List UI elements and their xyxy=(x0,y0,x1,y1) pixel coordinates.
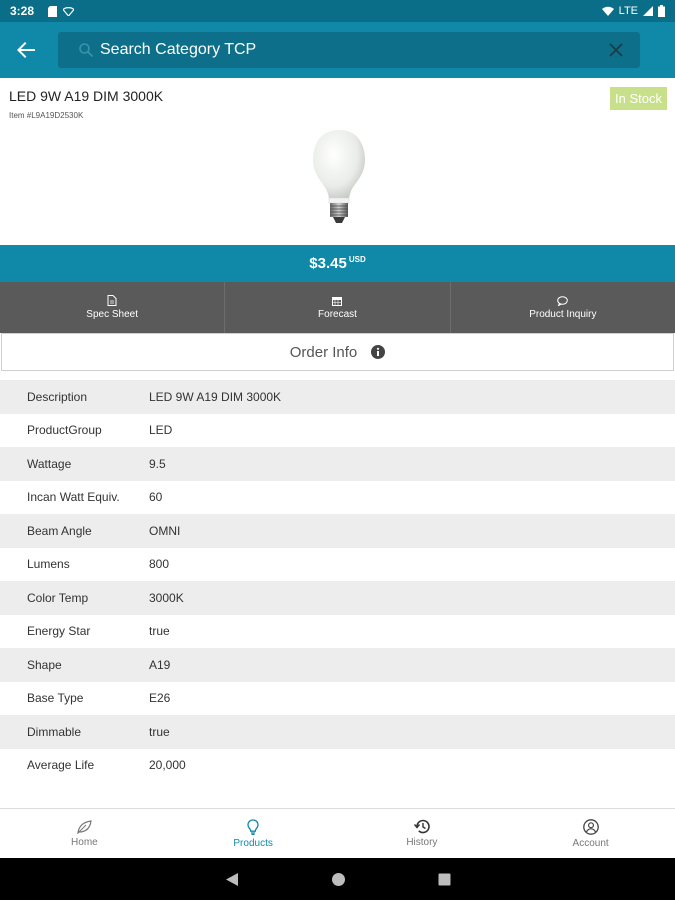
sd-card-icon xyxy=(48,6,57,17)
calendar-icon xyxy=(332,296,342,306)
spec-sheet-button[interactable] xyxy=(0,282,225,333)
light-bulb-image xyxy=(300,128,378,228)
product-title: LED 9W A19 DIM 3000K xyxy=(9,88,164,104)
info-icon xyxy=(371,345,385,359)
price-currency: USD xyxy=(348,255,366,264)
product-header xyxy=(0,78,675,245)
app-bar xyxy=(0,22,675,78)
network-type: LTE xyxy=(618,5,638,17)
nav-home[interactable] xyxy=(0,809,169,858)
spec-value: 60 xyxy=(149,490,163,505)
spec-value: 3000K xyxy=(149,590,184,605)
status-left xyxy=(10,4,74,18)
order-info-label: Order Info xyxy=(289,343,358,361)
forecast-button[interactable] xyxy=(225,282,450,333)
history-icon xyxy=(414,819,430,834)
spec-row-wattage xyxy=(0,447,675,481)
spec-row-beam-angle xyxy=(0,514,675,548)
nav-history[interactable] xyxy=(338,809,507,858)
spec-label: Beam Angle xyxy=(27,523,92,538)
spec-label: Dimmable xyxy=(27,724,82,739)
search-icon xyxy=(78,42,94,58)
spec-row-dimmable xyxy=(0,715,675,749)
circle-home-icon xyxy=(331,872,346,887)
back-arrow-icon xyxy=(14,38,38,62)
back-button[interactable] xyxy=(0,22,52,78)
user-icon xyxy=(583,819,599,835)
spec-value: 9.5 xyxy=(149,456,166,471)
bulb-icon xyxy=(247,819,259,835)
search-input[interactable] xyxy=(100,41,598,59)
nav-history-label: History xyxy=(406,837,438,848)
product-price: $3.45 xyxy=(309,255,347,272)
system-navigation-bar xyxy=(0,858,675,900)
spec-row-description xyxy=(0,380,675,414)
spec-label: Energy Star xyxy=(27,624,91,639)
forecast-label: Forecast xyxy=(318,308,357,320)
spec-sheet-label: Spec Sheet xyxy=(86,309,139,320)
nav-home-label: Home xyxy=(71,836,98,848)
spec-value: true xyxy=(149,724,170,739)
nav-account[interactable] xyxy=(506,809,675,858)
spec-row-color-temp xyxy=(0,581,675,615)
spec-row-productgroup xyxy=(0,414,675,448)
spec-label: Shape xyxy=(27,657,62,672)
system-back-button[interactable] xyxy=(225,872,239,887)
leaf-icon xyxy=(76,820,92,834)
spec-row-energy-star xyxy=(0,615,675,649)
spec-label: Lumens xyxy=(27,557,70,572)
chat-bubble-icon xyxy=(557,296,568,306)
spec-value: OMNI xyxy=(149,523,181,538)
nav-products-label: Products xyxy=(233,837,273,849)
system-recents-button[interactable] xyxy=(438,873,451,886)
spec-table xyxy=(0,380,675,782)
product-item-number: Item #L9A19D2530K xyxy=(9,111,84,120)
spec-value: true xyxy=(149,624,170,639)
nav-account-label: Account xyxy=(572,837,609,849)
spec-row-average-life xyxy=(0,749,675,783)
stock-status-badge: In Stock xyxy=(610,87,667,110)
system-home-button[interactable] xyxy=(331,872,346,887)
status-time: 3:28 xyxy=(10,4,35,18)
search-bar[interactable] xyxy=(58,32,640,68)
spec-label: ProductGroup xyxy=(27,423,102,438)
nav-products[interactable] xyxy=(169,809,338,858)
order-info-button[interactable] xyxy=(1,333,674,371)
spec-value: A19 xyxy=(149,657,171,672)
spec-label: Description xyxy=(27,389,88,404)
spec-value: LED xyxy=(149,423,173,438)
spec-label: Incan Watt Equiv. xyxy=(27,490,120,505)
spec-row-lumens xyxy=(0,548,675,582)
clear-search-button[interactable] xyxy=(598,32,634,68)
wifi-signal-icon xyxy=(63,7,74,16)
cell-signal-icon xyxy=(643,6,653,16)
spec-value: 20,000 xyxy=(149,758,186,773)
triangle-back-icon xyxy=(225,872,239,887)
spec-value: E26 xyxy=(149,691,171,706)
spec-row-incan-watt-equiv xyxy=(0,481,675,515)
spec-value: LED 9W A19 DIM 3000K xyxy=(149,389,282,404)
spec-label: Average Life xyxy=(27,758,95,773)
spec-label: Color Temp xyxy=(27,590,89,605)
status-bar xyxy=(0,0,675,22)
battery-icon xyxy=(658,5,665,17)
spec-label: Base Type xyxy=(27,691,84,706)
spec-row-shape xyxy=(0,648,675,682)
action-toolbar xyxy=(0,282,675,333)
status-right xyxy=(602,5,665,17)
close-icon xyxy=(609,43,623,57)
wifi-icon xyxy=(602,6,614,16)
spec-value: 800 xyxy=(149,557,170,572)
document-icon xyxy=(107,295,117,306)
bottom-navigation xyxy=(0,808,675,858)
price-bar xyxy=(0,245,675,282)
square-recents-icon xyxy=(438,873,451,886)
spec-label: Wattage xyxy=(27,456,72,471)
spec-row-base-type xyxy=(0,682,675,716)
product-inquiry-button[interactable] xyxy=(451,282,675,333)
product-inquiry-label: Product Inquiry xyxy=(529,308,597,320)
